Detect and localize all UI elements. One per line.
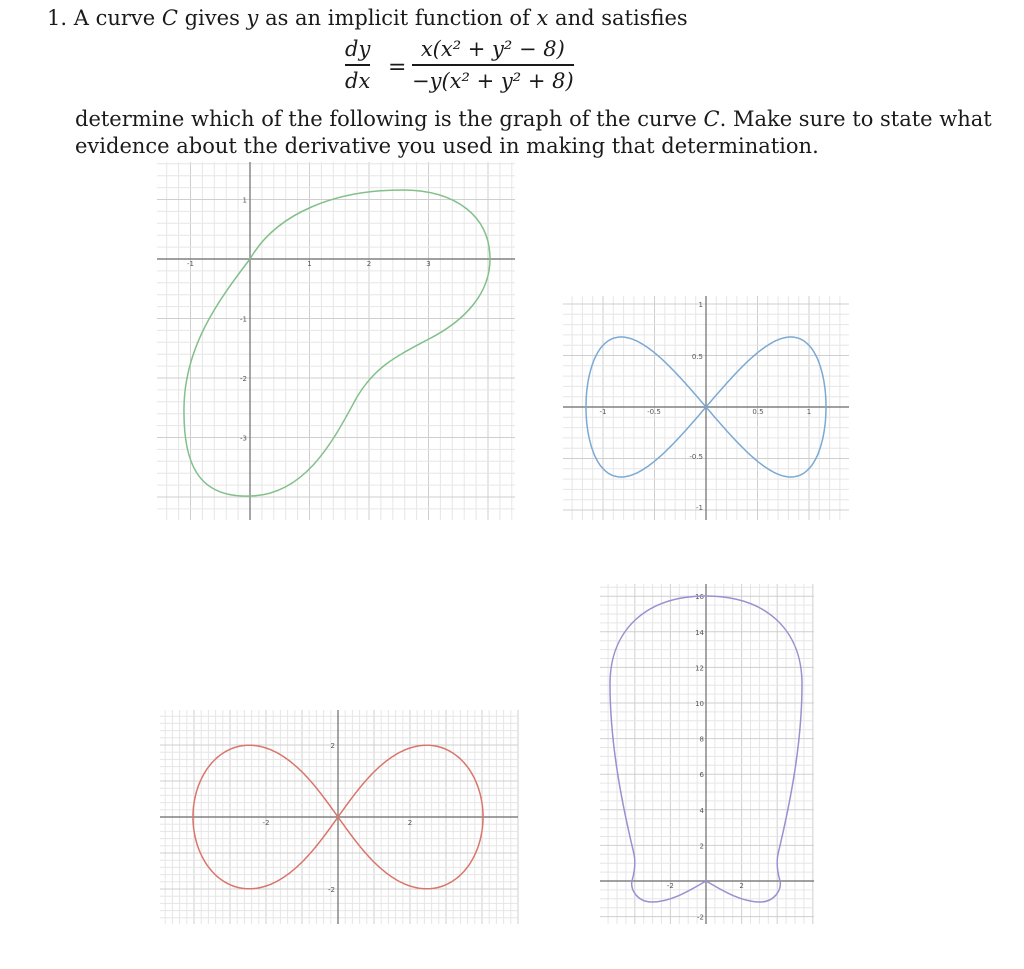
curve-name: C: [703, 107, 720, 131]
y-tick-label: -1: [696, 504, 703, 512]
y-tick-label: -2: [328, 886, 335, 894]
x-tick-label: 2: [407, 819, 413, 827]
x-tick-label: 2: [739, 882, 744, 890]
y-tick-label: 10: [695, 700, 704, 708]
variable-x: x: [536, 6, 549, 30]
x-tick-label: -2: [262, 819, 270, 827]
y-tick-label: -0.5: [689, 453, 703, 461]
y-tick-label: 2: [330, 742, 335, 750]
y-tick-label: 16: [695, 593, 704, 602]
problem-statement-line-1: [47, 6, 688, 30]
curve-name: C: [161, 6, 178, 30]
problem-text: . Make sure to state what: [719, 107, 992, 131]
problem-text: A curve: [67, 6, 162, 30]
x-tick-label: 2: [366, 260, 372, 268]
x-tick-label: 0.5: [752, 408, 764, 416]
problem-number: 1.: [47, 6, 68, 30]
lhs-denominator: dx: [345, 68, 371, 93]
y-tick-label: 2: [699, 842, 704, 851]
x-tick-label: -0.5: [647, 408, 661, 416]
y-tick-label: 0.5: [691, 353, 703, 361]
lhs-fraction: [345, 36, 370, 94]
y-tick-label: -2: [240, 375, 247, 383]
x-tick-label: -1: [599, 408, 607, 416]
y-tick-label: -1: [240, 315, 247, 324]
problem-statement-line-3: [75, 107, 992, 131]
y-tick-label: -3: [240, 434, 247, 443]
y-tick-label: 1: [242, 196, 247, 205]
problem-text: and satisfies: [548, 6, 688, 30]
y-tick-label: 14: [695, 628, 704, 637]
x-tick-label: 3: [426, 260, 431, 268]
y-tick-label: 12: [695, 664, 704, 673]
rhs-numerator: x(x² + y² − 8): [420, 37, 565, 61]
rhs-fraction: [412, 36, 574, 94]
graph-green-curve: [157, 162, 515, 520]
y-tick-label: 4: [699, 806, 704, 815]
graph-red-curve: [160, 710, 518, 924]
x-tick-label: 1: [806, 408, 812, 416]
y-tick-label: -2: [697, 913, 704, 922]
problem-statement-line-4: evidence about the derivative you used in making that determination.: [75, 134, 819, 158]
equals-sign: =: [388, 55, 407, 80]
graph-purple-curve: [600, 584, 814, 924]
x-tick-label: 1: [307, 260, 312, 268]
lhs-numerator: dy: [345, 37, 371, 61]
problem-text: as an implicit function of: [258, 6, 537, 30]
variable-y: y: [246, 6, 259, 30]
green-curve: [184, 190, 490, 496]
fraction-bar: [345, 64, 370, 66]
y-tick-label: 8: [699, 735, 704, 744]
problem-text: determine which of the following is the graph of the curve: [75, 107, 704, 131]
x-tick-label: -2: [666, 882, 674, 890]
rhs-denominator: −y(x² + y² + 8): [412, 68, 574, 93]
graph-blue-curve: [563, 296, 849, 520]
fraction-bar: [412, 64, 574, 66]
y-tick-label: 6: [699, 771, 704, 780]
problem-text: gives: [177, 6, 247, 30]
y-tick-label: 1: [698, 301, 703, 309]
x-tick-label: -1: [187, 260, 194, 268]
